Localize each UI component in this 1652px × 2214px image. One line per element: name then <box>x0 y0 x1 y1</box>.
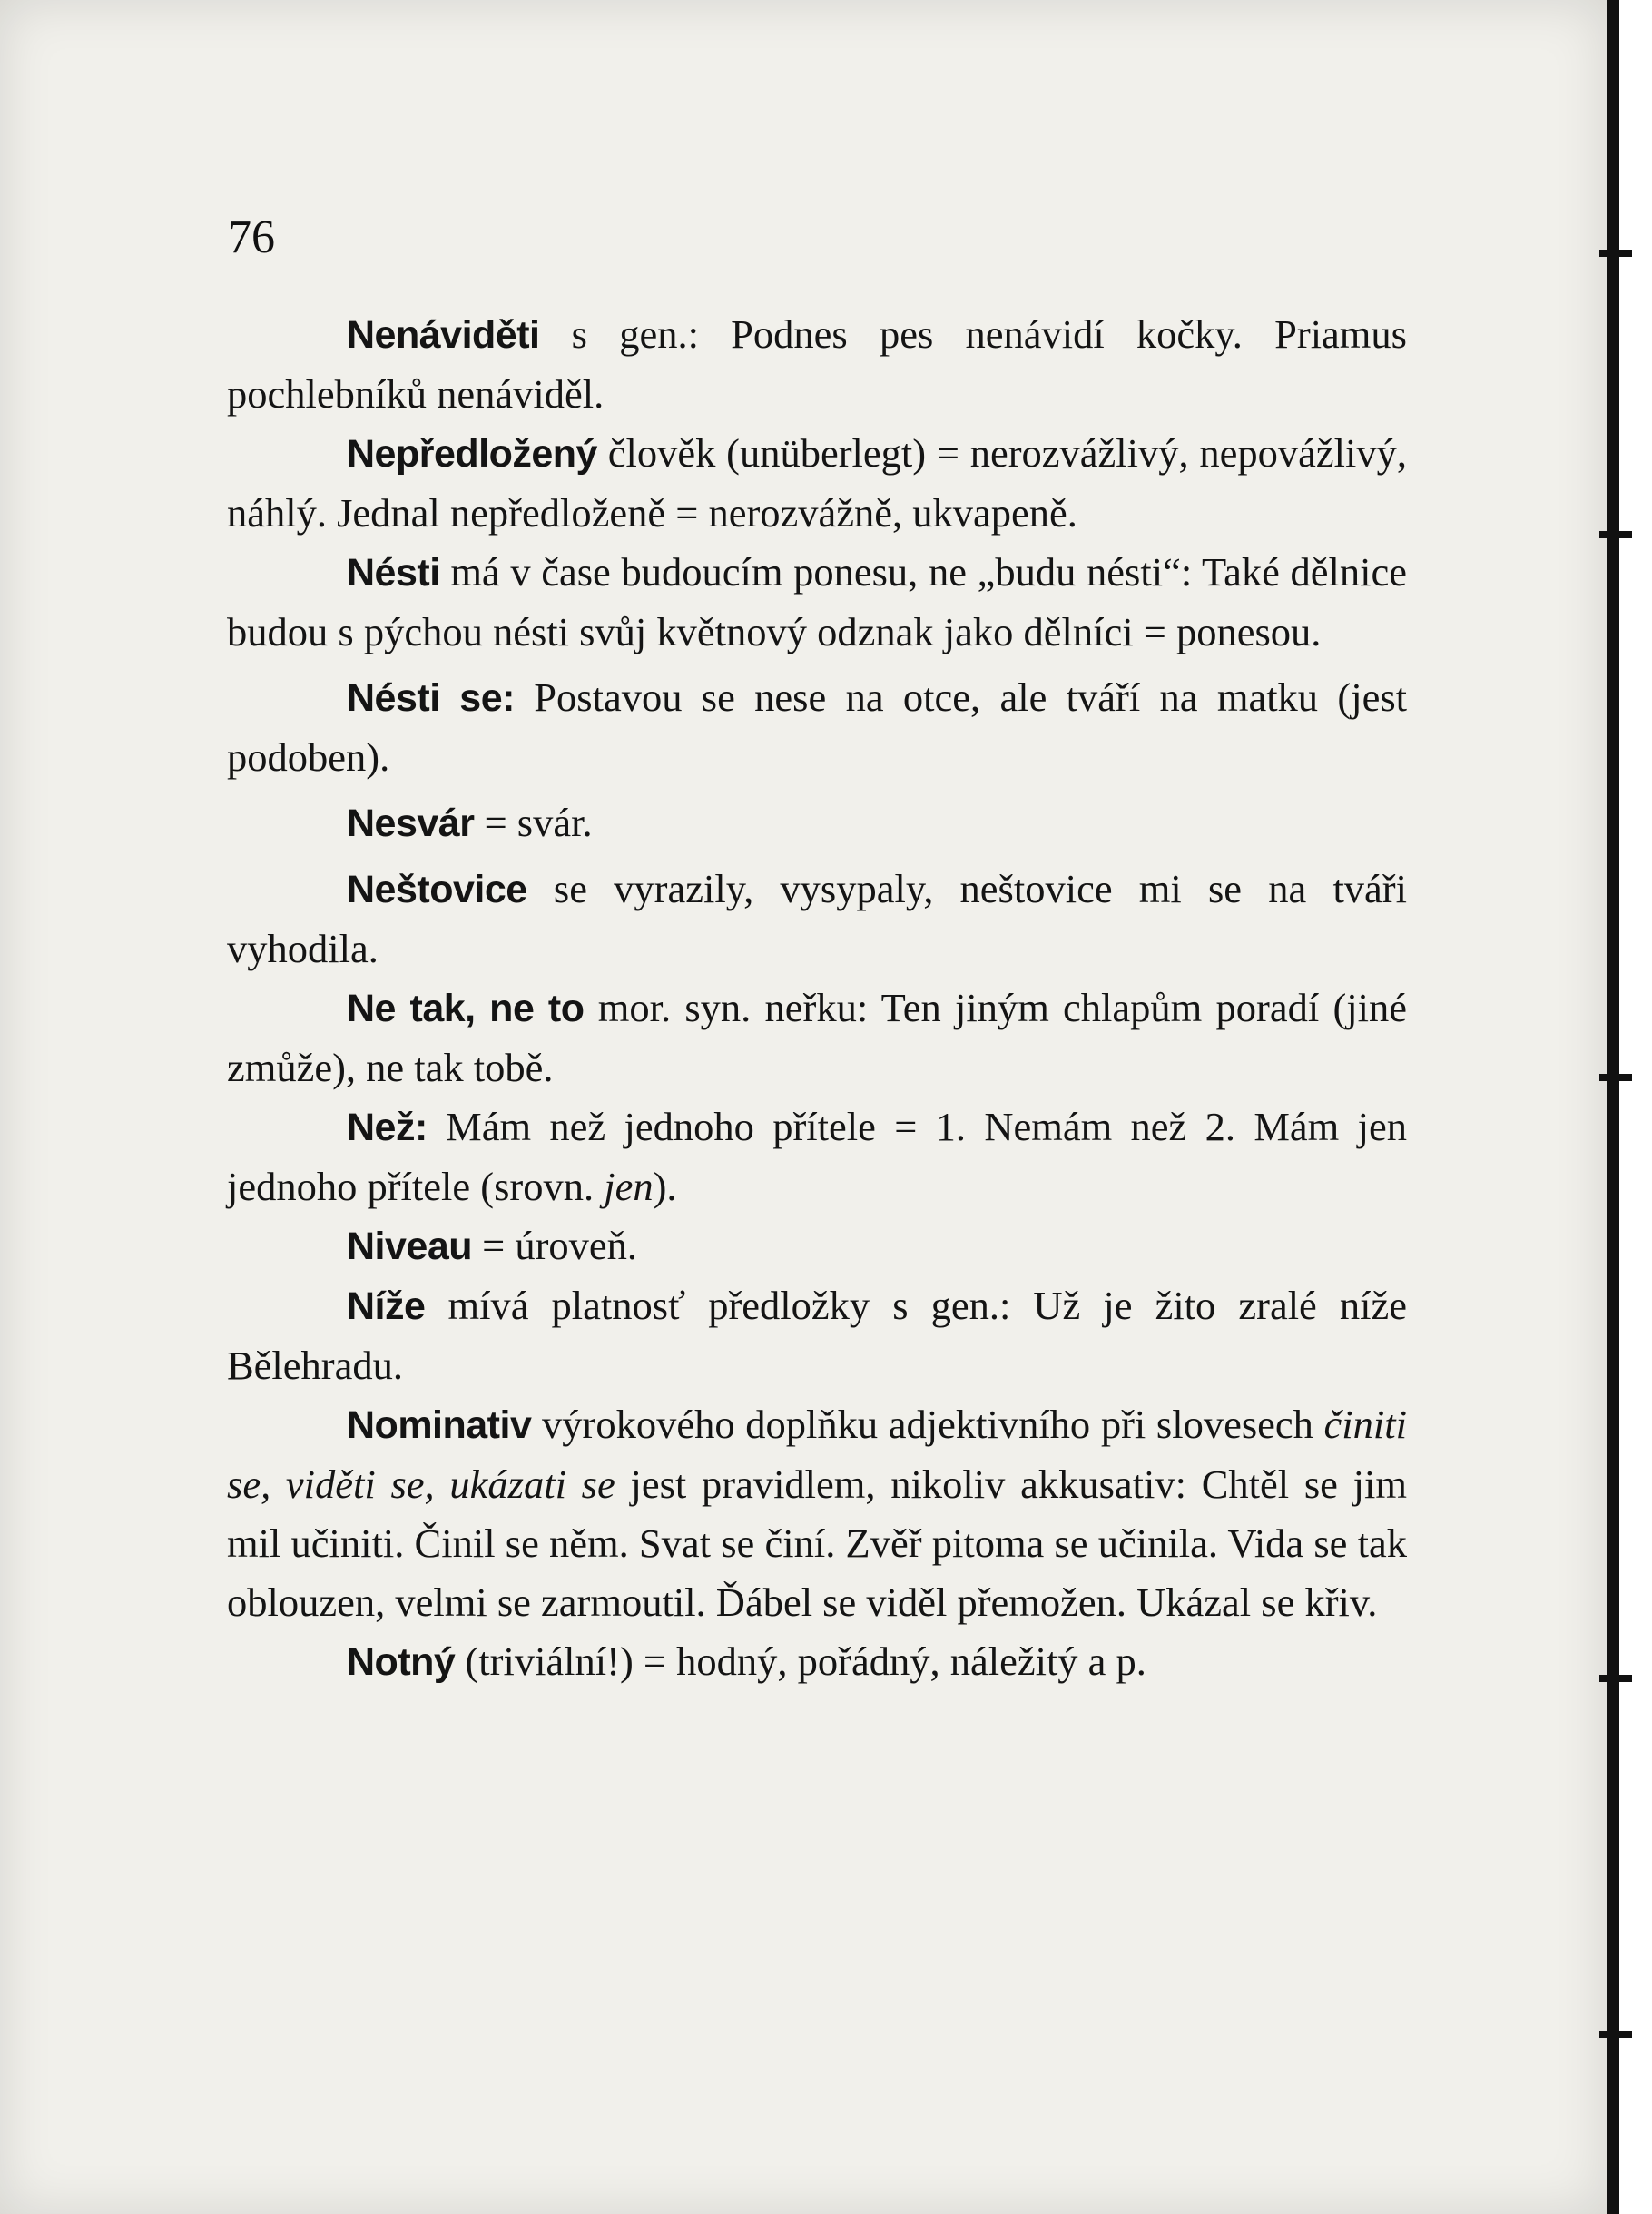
spine-mark <box>1599 1074 1632 1081</box>
entry-text: mor. syn. neřku: Ten jiným chlapům poradí (jiné zmůže), ne tak tobě. <box>227 985 1407 1090</box>
spine-mark <box>1599 250 1632 257</box>
entry-text-end: jest pravidlem, nikoliv akkusativ: Chtěl se jim mil učiniti. Činil se něm. Svat se činí. Zvěř pitoma se učinila. Vida se tak oblouzen, velmi se zarmoutil. Ďábel se viděl přemožen. Ukázal se křiv. <box>227 1461 1407 1625</box>
entry-text: = svár. <box>474 800 593 845</box>
dictionary-text <box>227 305 1407 1692</box>
headword: Ne tak, ne to <box>347 987 585 1030</box>
entry-notny <box>227 1632 1407 1692</box>
entry-nez <box>227 1097 1407 1216</box>
headword: Než: <box>347 1106 428 1149</box>
entry-nesti <box>227 543 1407 662</box>
headword: Nominativ <box>347 1403 532 1447</box>
headword: Notný <box>347 1640 456 1684</box>
entry-text: s gen.: Podnes pes nenávidí kočky. Priamus pochlebníků nenáviděl. <box>227 311 1407 417</box>
entry-text: má v čase budoucím ponesu, ne „budu nésti“: Také dělnice budou s pýchou nésti svůj květnový odznak jako dělníci = ponesou. <box>227 549 1407 654</box>
entry-nepredlozeny <box>227 424 1407 543</box>
entry-nenavideti <box>227 305 1407 424</box>
page-number: 76 <box>228 212 275 263</box>
entry-text: člověk (unüberlegt) = nerozvážlivý, nepovážlivý, náhlý. Jednal nepředloženě = nerozvážně, ukvapeně. <box>227 430 1407 536</box>
entry-nominativ <box>227 1395 1407 1632</box>
spine-mark <box>1599 2031 1632 2038</box>
entry-text: (triviální!) = hodný, pořádný, náležitý a p. <box>455 1638 1146 1684</box>
headword: Nepředložený <box>347 432 597 476</box>
entry-text: výrokového doplňku adjektivního při slovesech <box>531 1402 1324 1447</box>
headword: Niveau <box>347 1225 473 1268</box>
headword: Nesvár <box>347 802 475 845</box>
entry-text: Mám než jednoho přítele = 1. Nemám než 2. Mám jen jednoho přítele (srovn. <box>227 1104 1407 1209</box>
spine-mark <box>1599 1675 1632 1682</box>
spine-mark <box>1599 531 1632 538</box>
headword: Níže <box>347 1284 426 1328</box>
entry-text: = úroveň. <box>472 1223 638 1268</box>
entry-text: mívá platnosť předložky s gen.: Už je žito zralé níže Bělehradu. <box>227 1283 1407 1388</box>
entry-ne-tak-ne-to <box>227 979 1407 1097</box>
entry-nesvar <box>227 793 1407 853</box>
entry-nesti-se <box>227 668 1407 787</box>
headword: Nenáviděti <box>347 313 540 357</box>
entry-text: se vyrazily, vysypaly, neštovice mi se na tváři vyhodila. <box>227 866 1407 971</box>
entry-text-end: ). <box>653 1164 677 1209</box>
entry-niveau <box>227 1216 1407 1276</box>
entry-nize <box>227 1276 1407 1395</box>
headword: Nésti se: <box>347 676 515 720</box>
entry-italic-verbs: činiti se, viděti se, ukázati se <box>227 1402 1407 1507</box>
entry-text: Postavou se nese na otce, ale tváří na matku (jest podoben). <box>227 674 1407 780</box>
entry-nestovice <box>227 860 1407 979</box>
book-spine-edge <box>1607 0 1652 2214</box>
entry-italic-ref: jen <box>604 1164 654 1209</box>
headword: Neštovice <box>347 868 527 911</box>
headword: Nésti <box>347 551 440 595</box>
